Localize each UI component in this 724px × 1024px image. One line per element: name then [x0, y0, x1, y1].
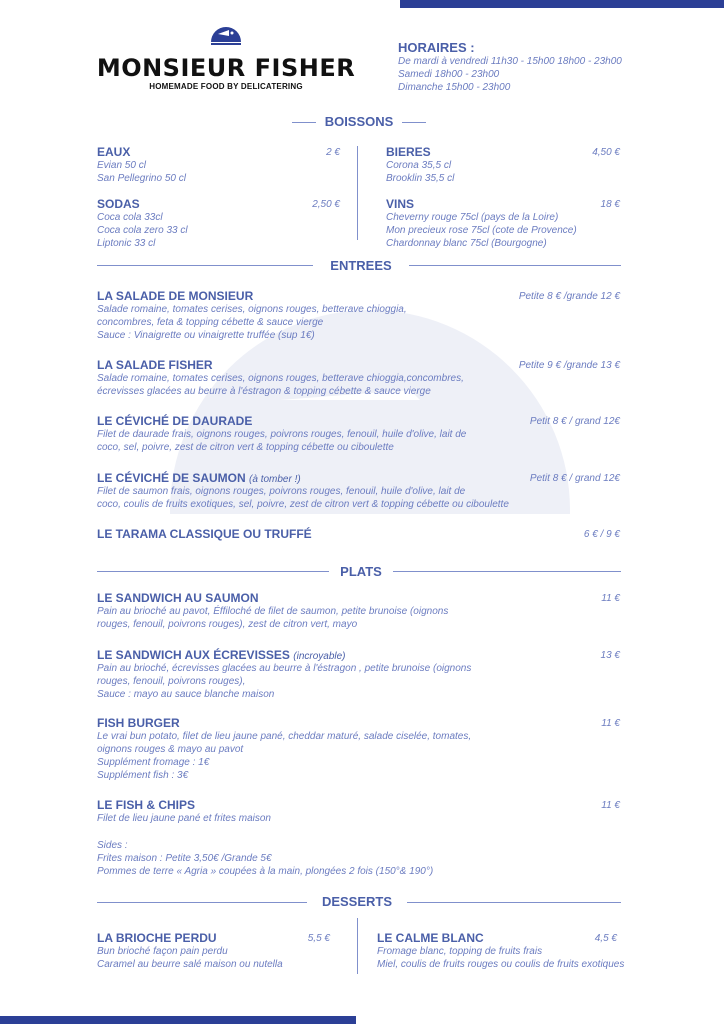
item-desc: Pommes de terre « Agria » coupées à la main, plongées 2 fois (150°& 190°) [97, 866, 434, 877]
item-price: 13 € [600, 650, 620, 661]
item-price: 11 € [601, 800, 620, 811]
section-rule [97, 902, 307, 903]
item-price: 2 € [326, 147, 340, 158]
item-desc: écrevisses glacées au beurre à l'éstragon & topping cébette & sauce vierge [97, 386, 431, 397]
entree-salade-monsieur [97, 289, 527, 342]
item-name: LE FISH & CHIPS [97, 798, 196, 812]
item-name: LE SANDWICH AU SAUMON [97, 591, 259, 605]
item-price: 5,5 € [307, 933, 330, 944]
brand-name: MONSIEUR FISHER [96, 54, 356, 82]
sides-title: Sides : [97, 840, 128, 851]
item-desc: Pain au brioché, écrevisses glacées au beurre à l'éstragon , petite brunoise (oignons [97, 663, 472, 674]
section-rule [409, 265, 621, 266]
item-price: 6 € / 9 € [583, 529, 620, 540]
item-desc: Evian 50 cl [97, 160, 146, 171]
item-note: (incroyable) [293, 651, 346, 662]
item-desc: Filet de lieu jaune pané et frites maison [97, 813, 271, 824]
section-rule [407, 902, 621, 903]
item-desc: Le vrai bun potato, filet de lieu jaune pané, cheddar maturé, salade ciselée, tomates, [97, 731, 472, 742]
item-desc: Corona 35,5 cl [386, 160, 452, 171]
item-desc: coco, coulis de fruits exotiques, sel, poivre, zest de citron vert & topping cébette ou ciboulette [97, 499, 509, 510]
item-price: Petite 9 € /grande 13 € [518, 360, 620, 371]
item-desc: Mon precieux rose 75cl (cote de Provence) [386, 225, 577, 236]
column-divider [357, 146, 358, 240]
opening-hours [398, 40, 698, 94]
item-name: LE TARAMA CLASSIQUE OU TRUFFÉ [97, 527, 312, 541]
brand-tagline: HOMEMADE FOOD BY DELICATERING [149, 82, 303, 91]
section-rule [97, 571, 329, 572]
section-title-entrees: ENTREES [330, 258, 392, 273]
item-desc: Caramel au beurre salé maison ou nutella [97, 959, 283, 970]
item-desc: Pain au brioché au pavot, Éffiloché de filet de saumon, petite brunoise (oignons [97, 606, 449, 617]
item-name: LA BRIOCHE PERDU [97, 931, 217, 945]
item-price: 2,50 € [312, 199, 340, 210]
dessert-calme-blanc [377, 931, 677, 971]
top-accent-bar [400, 0, 724, 8]
section-title-boissons: BOISSONS [324, 114, 394, 129]
section-title-plats: PLATS [340, 564, 382, 579]
sides [97, 839, 557, 878]
hours-line: De mardi à vendredi 11h30 - 15h00 18h00 - 23h00 [398, 56, 622, 67]
fish-dome-logo-icon [209, 18, 243, 52]
item-desc: oignons rouges & mayo au pavot [97, 744, 244, 755]
plat-sandwich-saumon [97, 591, 527, 631]
section-rule [393, 571, 621, 572]
item-name: LE CÉVICHÉ DE DAURADE [97, 414, 253, 428]
item-desc: Coca cola zero 33 cl [97, 225, 188, 236]
item-price: 18 € [600, 199, 620, 210]
section-rule [402, 122, 426, 123]
item-desc: Chardonnay blanc 75cl (Bourgogne) [386, 238, 547, 249]
item-price: Petit 8 € / grand 12€ [529, 416, 620, 427]
item-name: EAUX [97, 145, 131, 159]
item-price: Petite 8 € /grande 12 € [518, 291, 620, 302]
brand-logo [96, 18, 356, 98]
item-note: (à tomber !) [249, 474, 301, 485]
item-desc: Salade romaine, tomates cerises, oignons rouges, betterave chioggia,concombres, [97, 373, 464, 384]
item-desc: Fromage blanc, topping de fruits frais [377, 946, 543, 957]
item-name: LE CALME BLANC [377, 931, 484, 945]
item-price: 4,5 € [594, 933, 617, 944]
item-desc: Frites maison : Petite 3,50€ /Grande 5€ [97, 853, 272, 864]
plat-sandwich-ecrevisses [97, 648, 527, 701]
item-desc: concombres, feta & topping cébette & sauce vierge [97, 317, 324, 328]
item-desc: San Pellegrino 50 cl [97, 173, 186, 184]
item-desc: Miel, coulis de fruits rouges ou coulis de fruits exotiques [377, 959, 625, 970]
item-desc: Salade romaine, tomates cerises, oignons rouges, betterave chioggia, [97, 304, 407, 315]
item-desc: Coca cola 33cl [97, 212, 163, 223]
item-desc: rouges, fenouil, poivrons rouges), zest de citron vert, mayo [97, 619, 358, 630]
item-name: LA SALADE FISHER [97, 358, 213, 372]
item-name: LA SALADE DE MONSIEUR [97, 289, 254, 303]
item-desc: Sauce : mayo au sauce blanche maison [97, 689, 275, 700]
hours-line: Samedi 18h00 - 23h00 [398, 69, 500, 80]
entree-ceviche-daurade [97, 414, 527, 454]
hours-title: HORAIRES : [398, 40, 475, 55]
bottom-accent-bar [0, 1016, 356, 1024]
plat-fish-burger [97, 716, 527, 782]
item-desc: rouges, fenouil, poivrons rouges), [97, 676, 246, 687]
item-desc: Cheverny rouge 75cl (pays de la Loire) [386, 212, 559, 223]
item-name: VINS [386, 197, 415, 211]
item-desc: coco, sel, poivre, zest de citron vert & topping cébette ou ciboulette [97, 442, 394, 453]
column-divider [357, 918, 358, 974]
entree-salade-fisher [97, 358, 527, 398]
item-price: 4,50 € [592, 147, 620, 158]
item-desc: Supplément fish : 3€ [97, 770, 189, 781]
item-desc: Filet de saumon frais, oignons rouges, poivrons rouges, fenouil, huile d'olive, lait de [97, 486, 466, 497]
item-desc: Brooklin 35,5 cl [386, 173, 455, 184]
section-rule [97, 265, 313, 266]
item-name: FISH BURGER [97, 716, 180, 730]
item-name: SODAS [97, 197, 140, 211]
item-desc: Filet de daurade frais, oignons rouges, poivrons rouges, fenouil, huile d'olive, lait de [97, 429, 467, 440]
item-name: LE SANDWICH AUX ÉCREVISSES [97, 648, 290, 662]
item-name: LE CÉVICHÉ DE SAUMON [97, 471, 246, 485]
item-desc: Bun brioché façon pain perdu [97, 946, 228, 957]
item-name: BIERES [386, 145, 431, 159]
item-desc: Supplément fromage : 1€ [97, 757, 210, 768]
item-desc: Liptonic 33 cl [97, 238, 156, 249]
hours-line: Dimanche 15h00 - 23h00 [398, 82, 511, 93]
item-desc: Sauce : Vinaigrette ou vinaigrette truffée (sup 1€) [97, 330, 315, 341]
plat-fish-chips [97, 798, 527, 825]
item-price: 11 € [601, 593, 620, 604]
item-name-row [97, 648, 527, 662]
section-title-desserts: DESSERTS [321, 894, 393, 909]
item-price: Petit 8 € / grand 12€ [529, 473, 620, 484]
entree-tarama [97, 527, 527, 541]
section-rule [292, 122, 316, 123]
item-price: 11 € [601, 718, 620, 729]
